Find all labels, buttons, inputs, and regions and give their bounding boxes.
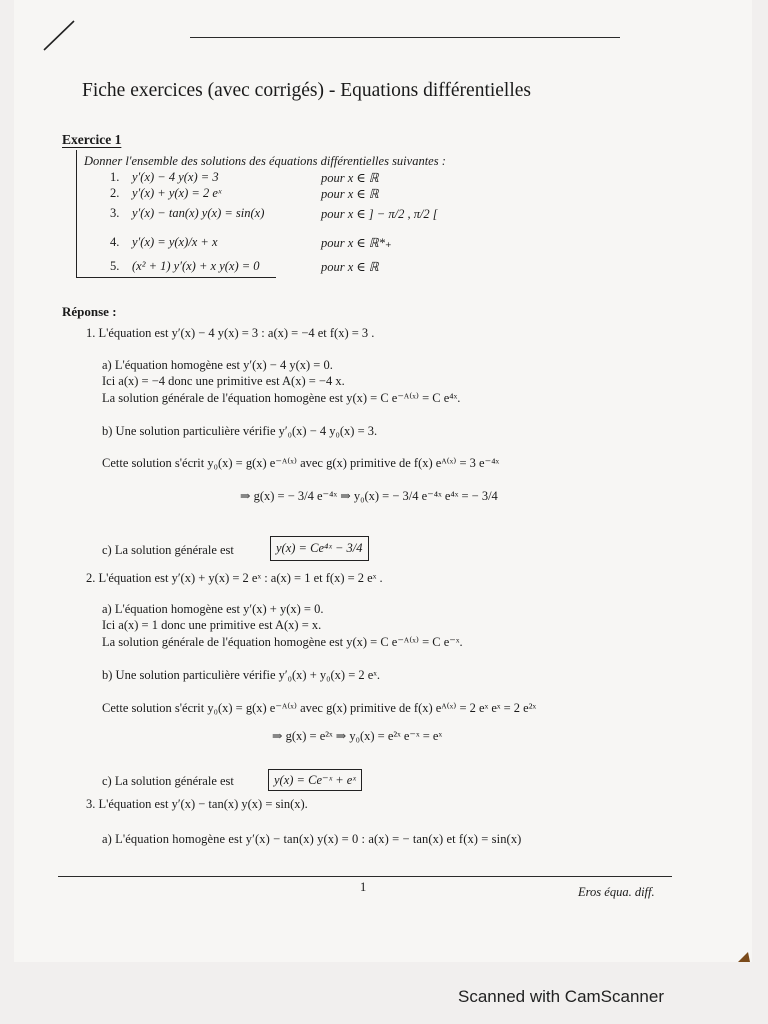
answer-1a-line3: La solution générale de l'équation homogène est y(x) = C e⁻ᴬ⁽ˣ⁾ = C e⁴ˣ. [102, 391, 461, 405]
answer-1b-line2: Cette solution s'écrit y₀(x) = g(x) e⁻ᴬ⁽ˣ⁾ avec g(x) primitive de f(x) eᴬ⁽ˣ⁾ = 3 e⁻⁴ˣ [102, 456, 500, 470]
answer-1c-label: c) La solution générale est [102, 543, 234, 557]
footer-label: Eros équa. diff. [578, 885, 655, 899]
document-title: Fiche exercices (avec corrigés) - Equations différentielles [82, 80, 532, 101]
exercise-heading: Exercice 1 [62, 132, 122, 147]
top-rule [190, 37, 620, 38]
equation-formula: y′(x) + y(x) = 2 eˣ [132, 186, 222, 200]
page-number: 1 [360, 880, 367, 894]
answer-2b-derivation: ⇒ g(x) = e²ˣ ⇒ y₀(x) = e²ˣ e⁻ˣ = eˣ [272, 729, 443, 743]
equation-formula: (x² + 1) y′(x) + x y(x) = 0 [132, 259, 260, 273]
answer-1a-line2: Ici a(x) = −4 donc une primitive est A(x) = −4 x. [102, 374, 345, 388]
equation-number: 1. [110, 170, 120, 184]
bottom-rule [58, 876, 672, 877]
answer-1-boxed-solution: y(x) = Ce⁴ˣ − 3/4 [270, 536, 369, 561]
exercise-instruction: Donner l'ensemble des solutions des équations différentielles suivantes : [84, 154, 446, 168]
answer-1b-derivation: ⇒ g(x) = − 3/4 e⁻⁴ˣ ⇒ y₀(x) = − 3/4 e⁻⁴ˣ e⁴ˣ = − 3/4 [240, 489, 498, 503]
equation-number: 5. [110, 259, 120, 273]
answer-2-boxed-solution: y(x) = Ce⁻ˣ + eˣ [268, 769, 362, 791]
equation-domain: pour x ∈ ℝ [321, 187, 379, 201]
equation-formula: y′(x) − tan(x) y(x) = sin(x) [132, 206, 265, 220]
equation-number: 2. [110, 186, 120, 200]
pen-stroke-mark [40, 18, 80, 54]
response-heading: Réponse : [62, 304, 117, 319]
equation-number: 3. [110, 206, 120, 220]
answer-2b-line2: Cette solution s'écrit y₀(x) = g(x) e⁻ᴬ⁽ˣ⁾ avec g(x) primitive de f(x) eᴬ⁽ˣ⁾ = 2 eˣ eˣ = 2 e²ˣ [102, 701, 537, 715]
equation-domain: pour x ∈ ℝ*₊ [321, 236, 392, 250]
scanned-page [14, 0, 752, 962]
answer-1a-line1: a) L'équation homogène est y′(x) − 4 y(x) = 0. [102, 358, 333, 372]
equation-formula: y′(x) = y(x)/x + x [132, 235, 218, 249]
answer-3a-line1: a) L'équation homogène est y′(x) − tan(x) y(x) = 0 : a(x) = − tan(x) et f(x) = sin(x) [102, 832, 522, 846]
answer-2a-line1: a) L'équation homogène est y′(x) + y(x) = 0. [102, 602, 324, 616]
camscanner-watermark: Scanned with CamScanner [458, 987, 665, 1006]
answer-1-intro: 1. L'équation est y′(x) − 4 y(x) = 3 : a(x) = −4 et f(x) = 3 . [86, 326, 375, 340]
answer-2c-label: c) La solution générale est [102, 774, 234, 788]
equation-number: 4. [110, 235, 120, 249]
equation-domain: pour x ∈ ℝ [321, 171, 379, 185]
equation-domain: pour x ∈ ] − π/2 , π/2 [ [321, 207, 438, 221]
answer-2a-line2: Ici a(x) = 1 donc une primitive est A(x) = x. [102, 618, 322, 632]
answer-2b-line1: b) Une solution particulière vérifie y′₀(x) + y₀(x) = 2 eˣ. [102, 668, 381, 682]
answer-2a-line3: La solution générale de l'équation homogène est y(x) = C e⁻ᴬ⁽ˣ⁾ = C e⁻ˣ. [102, 635, 463, 649]
answer-2-intro: 2. L'équation est y′(x) + y(x) = 2 eˣ : a(x) = 1 et f(x) = 2 eˣ . [86, 571, 383, 585]
exercise-bracket-bottom [76, 277, 276, 278]
answer-3-intro: 3. L'équation est y′(x) − tan(x) y(x) = sin(x). [86, 797, 308, 811]
exercise-bracket [76, 150, 77, 278]
scan-artifact-mark [736, 948, 752, 964]
equation-formula: y′(x) − 4 y(x) = 3 [132, 170, 219, 184]
equation-domain: pour x ∈ ℝ [321, 260, 379, 274]
answer-1b-line1: b) Une solution particulière vérifie y′₀(x) − 4 y₀(x) = 3. [102, 424, 378, 438]
